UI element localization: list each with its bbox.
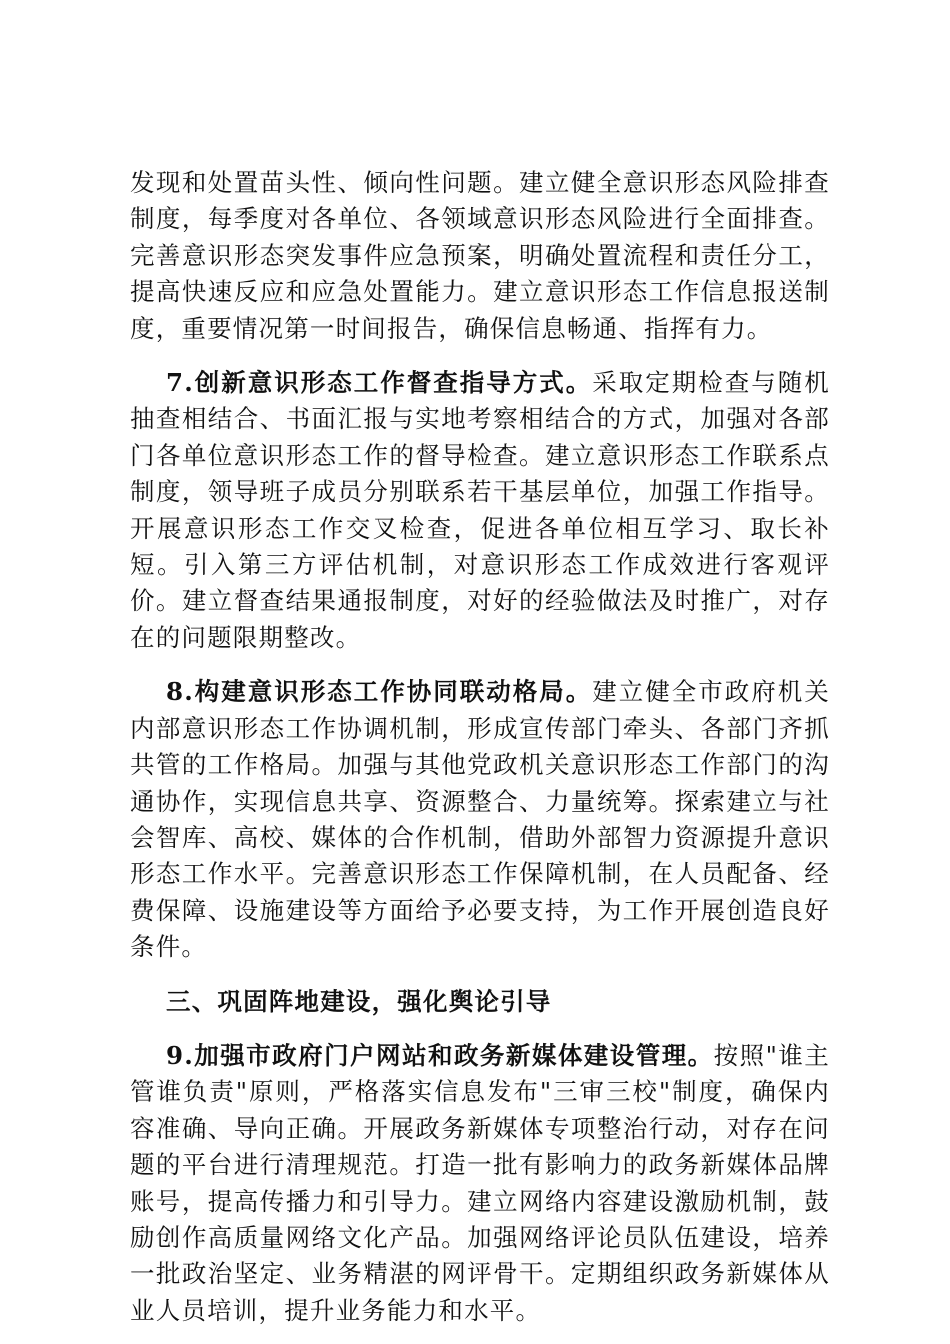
document-page (130, 165, 830, 1329)
paragraph-item-7 (130, 365, 830, 656)
paragraph-text: 发现和处置苗头性、倾向性问题。建立健全意识形态风险排查制度，每季度对各单位、各领域意识形态风险进行全面排查。完善意识形态突发事件应急预案，明确处置流程和责任分工，提高快速反应和应急处置能力。建立意识形态工作信息报送制度，重要情况第一时间报告，确保信息畅通、指挥有力。 (130, 168, 830, 343)
paragraph-lead: 8.构建意识形态工作协同联动格局。 (166, 677, 593, 707)
paragraph-item-9 (130, 1038, 830, 1329)
section-heading: 三、巩固阵地建设，强化舆论引导 (166, 986, 552, 1016)
paragraph-continuation (130, 165, 830, 347)
paragraph-item-8 (130, 674, 830, 965)
paragraph-text: 建立健全市政府机关内部意识形态工作协调机制，形成宣传部门牵头、各部门齐抓共管的工作格局。加强与其他党政机关意识形态工作部门的沟通协作，实现信息共享、资源整合、力量统筹。探索建立与社会智库、高校、媒体的合作机制，借助外部智力资源提升意识形态工作水平。完善意识形态工作保障机制，在人员配备、经费保障、设施建设等方面给予必要支持，为工作开展创造良好条件。 (130, 677, 830, 962)
paragraph-text: 采取定期检查与随机抽查相结合、书面汇报与实地考察相结合的方式，加强对各部门各单位意识形态工作的督导检查。建立意识形态工作联系点制度，领导班子成员分别联系若干基层单位，加强工作指导。开展意识形态工作交叉检查，促进各单位相互学习、取长补短。引入第三方评估机制，对意识形态工作成效进行客观评价。建立督查结果通报制度，对好的经验做法及时推广，对存在的问题限期整改。 (130, 368, 830, 652)
paragraph-lead: 7.创新意识形态工作督查指导方式。 (166, 368, 593, 398)
paragraph-text: 按照"谁主管谁负责"原则，严格落实信息发布"三审三校"制度，确保内容准确、导向正确。开展政务新媒体专项整治行动，对存在问题的平台进行清理规范。打造一批有影响力的政务新媒体品牌账号，提高传播力和引导力。建立网络内容建设激励机制，鼓励创作高质量网络文化产品。加强网络评论员队伍建设，培养一批政治坚定、业务精湛的网评骨干。定期组织政务新媒体从业人员培训，提升业务能力和水平。 (130, 1040, 830, 1325)
paragraph-lead: 9.加强市政府门户网站和政务新媒体建设管理。 (166, 1040, 714, 1070)
